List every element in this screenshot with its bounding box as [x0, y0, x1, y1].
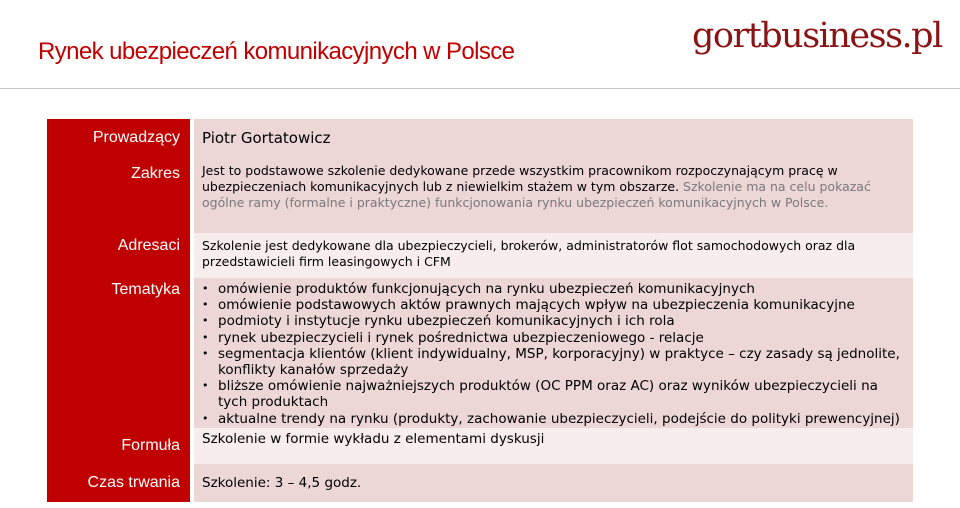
- training-info-table: [47, 119, 913, 503]
- row-label-czas: [47, 464, 190, 502]
- list-item: • bliższe omówienie najważniejszych produktów (OC PPM oraz AC) oraz wyników ubezpieczycieli na tych produktach: [202, 378, 905, 410]
- adresaci-label: Adresaci: [117, 237, 180, 254]
- zakres-text-2: Szkolenie ma na celu pokazać ogólne ramy (formalne i praktyczne) funkcjonowania rynku ubezpieczeń komunikacyjnych w Polsce.: [202, 179, 871, 210]
- adresaci-text: Szkolenie jest dedykowane dla ubezpieczycieli, brokerów, administratorów flot samochodowych oraz dla przedstawicieli firm leasingowych i CFM: [202, 238, 856, 269]
- prowadzacy-label: Prowadzący: [92, 129, 180, 146]
- formula-value: Szkolenie w formie wykładu z elementami dyskusji: [202, 431, 545, 447]
- list-item: • omówienie podstawowych aktów prawnych mających wpływ na ubezpieczenia komunikacyjne: [202, 297, 905, 313]
- formula-cell: [194, 428, 913, 464]
- prowadzacy-value: Piotr Gortatowicz: [202, 129, 331, 147]
- zakres-label: Zakres: [131, 165, 180, 182]
- row-label-zakres: [47, 157, 190, 233]
- list-item: • aktualne trendy na rynku (produkty, zachowanie ubezpieczycieli, podejście do polityki prewencyjnej): [202, 411, 905, 427]
- tematyka-cell: [194, 278, 913, 428]
- tematyka-list: [202, 281, 905, 427]
- row-label-prowadzacy: [47, 119, 190, 157]
- row-label-formula: [47, 428, 190, 464]
- tematyka-label: Tematyka: [111, 281, 180, 298]
- czas-cell: [194, 464, 913, 502]
- czas-value: Szkolenie: 3 – 4,5 godz.: [202, 474, 362, 491]
- row-label-tematyka: [47, 278, 190, 428]
- zakres-cell: [194, 157, 913, 233]
- prowadzacy-cell: [194, 119, 913, 157]
- list-item: • segmentacja klientów (klient indywidualny, MSP, korporacyjny) w praktyce – czy zasady są jednolite, konflikty kanałów sprzedaży: [202, 346, 905, 378]
- czas-label: Czas trwania: [87, 474, 180, 491]
- page-title: Rynek ubezpieczeń komunikacyjnych w Polsce: [38, 38, 515, 65]
- adresaci-cell: [194, 233, 913, 278]
- row-label-adresaci: [47, 233, 190, 278]
- list-item: • rynek ubezpieczycieli i rynek pośrednictwa ubezpieczeniowego - relacje: [202, 330, 905, 346]
- zakres-text-1: Jest to podstawowe szkolenie dedykowane przede wszystkim pracownikom rozpoczynającym pracę w ubezpieczeniach komunikacyjnych lub z niewielkim stażem w tym obszarze.: [202, 163, 838, 194]
- list-item: • podmioty i instytucje rynku ubezpieczeń komunikacyjnych i ich rola: [202, 313, 905, 329]
- gortbusiness-logo: gortbusiness.pl: [692, 16, 942, 56]
- header-divider: [0, 88, 960, 89]
- list-item: • omówienie produktów funkcjonujących na rynku ubezpieczeń komunikacyjnych: [202, 281, 905, 297]
- formula-label: Formuła: [121, 437, 180, 454]
